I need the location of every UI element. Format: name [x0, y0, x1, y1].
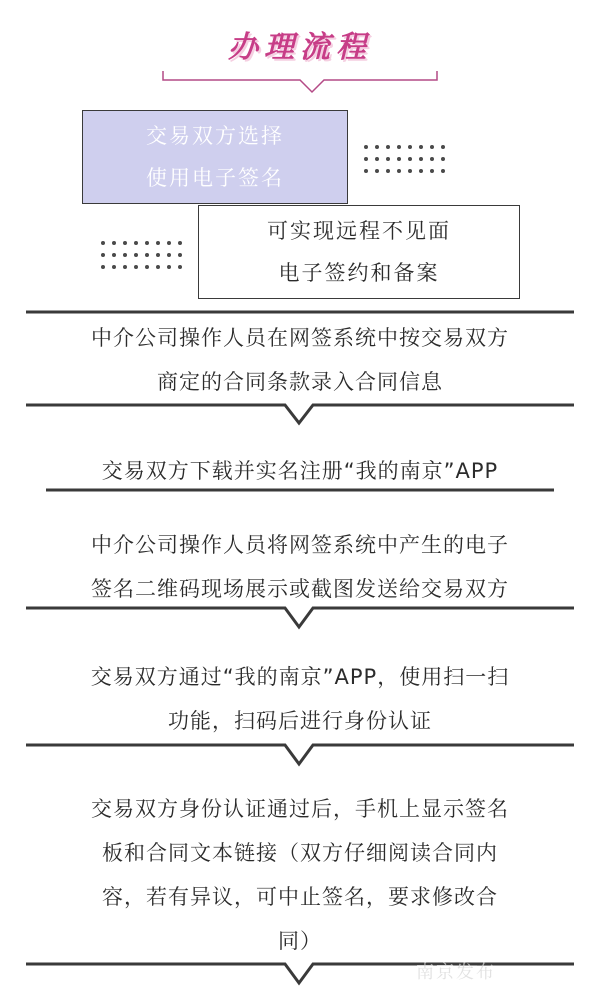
step-line: 交易双方身份认证通过后，手机上显示签名: [91, 797, 509, 821]
flow-arrow-divider: [26, 405, 574, 423]
step-line: 交易双方通过“我的南京”APP，使用扫一扫: [90, 665, 510, 689]
step-line: 同）: [278, 929, 322, 953]
intro-box-line: 电子签约和备案: [278, 261, 440, 285]
watermark: 南京发布: [416, 962, 496, 983]
step-line: 中介公司操作人员在网签系统中按交易双方: [91, 326, 509, 350]
step-line: 板和合同文本链接（双方仔细阅读合同内: [102, 841, 498, 865]
step-line: 容，若有异议，可中止签名，要求修改合: [102, 885, 498, 909]
flow-arrow-divider: [26, 745, 574, 764]
step-line: 交易双方下载并实名注册“我的南京”APP: [101, 459, 499, 483]
intro-box-line: 交易双方选择: [146, 124, 284, 148]
flow-arrow-divider: [26, 608, 574, 627]
intro-box-remote-signing: [198, 205, 520, 299]
page-title: 办理流程: [228, 30, 372, 65]
step-line: 签名二维码现场展示或截图发送给交易双方: [91, 577, 509, 601]
step-line: 功能，扫码后进行身份认证: [168, 709, 432, 733]
intro-box-line: 使用电子签名: [146, 166, 284, 190]
intro-box-line: 可实现远程不见面: [267, 219, 451, 243]
step-line: 商定的合同条款录入合同信息: [157, 370, 443, 394]
step-line: 中介公司操作人员将网签系统中产生的电子: [91, 533, 509, 557]
